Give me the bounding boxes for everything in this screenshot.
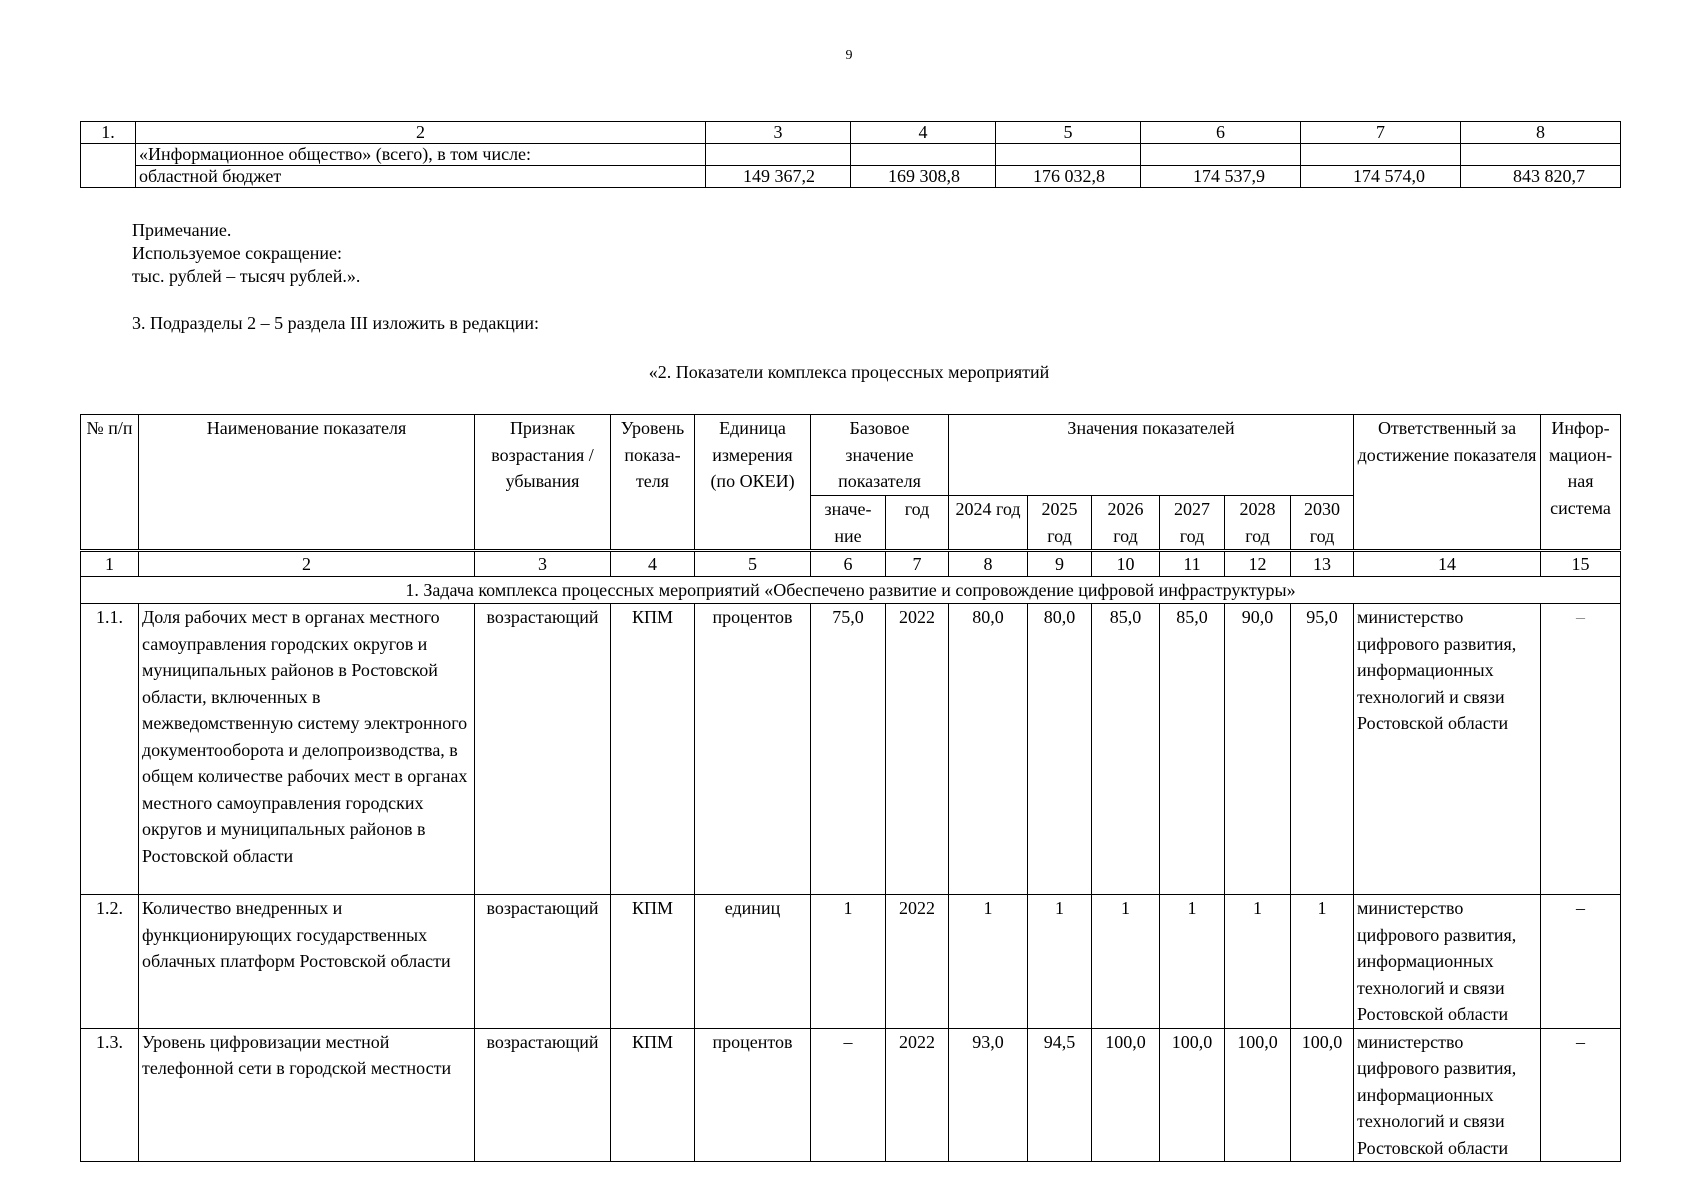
row-base-value: 75,0 [811, 604, 886, 895]
header-name: Наименование показателя [139, 415, 475, 551]
column-number: 15 [1541, 551, 1621, 577]
budget-group-label: «Информационное общество» (всего), в том числе: [136, 144, 706, 166]
row-num: 1.1. [81, 604, 139, 895]
header-num: № п/п [81, 415, 139, 551]
row-num: 1.2. [81, 895, 139, 1029]
table-row [81, 1028, 1621, 1162]
row-value: 1 [1160, 895, 1225, 1029]
table-row [81, 604, 1621, 895]
column-number: 9 [1028, 551, 1092, 577]
header-year: 2030 год [1291, 496, 1354, 551]
budget-value: 843 820,7 [1461, 166, 1621, 188]
note-abbreviation-label: Используемое сокращение: [132, 243, 342, 263]
row-responsible: министерство цифрового развития, информационных технологий и связи Ростовской области [1354, 604, 1541, 895]
row-value: 80,0 [949, 604, 1028, 895]
indicators-table [80, 414, 1621, 1162]
table-row [81, 895, 1621, 1029]
budget-row-label: областной бюджет [136, 166, 706, 188]
budget-header-cell: 2 [136, 122, 706, 144]
header-base: Базовое значение показателя [811, 415, 949, 496]
row-base-value: – [811, 1028, 886, 1162]
row-value: 85,0 [1092, 604, 1160, 895]
row-info-system: – [1541, 1028, 1621, 1162]
budget-value: 169 308,8 [851, 166, 996, 188]
row-base-year: 2022 [886, 895, 949, 1029]
column-number: 4 [611, 551, 695, 577]
row-value: 1 [1225, 895, 1291, 1029]
budget-header-cell: 6 [1141, 122, 1301, 144]
header-values-group: Значения показателей [949, 415, 1354, 496]
row-level: КПМ [611, 895, 695, 1029]
header-info-system: Инфор-мацион-ная система [1541, 415, 1621, 551]
row-value: 100,0 [1092, 1028, 1160, 1162]
section-title: «2. Показатели комплекса процессных мероприятий [648, 362, 1050, 382]
column-number-row [81, 551, 1621, 577]
column-number: 1 [81, 551, 139, 577]
page-number: 9 [845, 48, 853, 63]
column-number: 3 [475, 551, 611, 577]
header-base-year: год [886, 496, 949, 551]
task-title: 1. Задача комплекса процессных мероприятий «Обеспечено развитие и сопровождение цифровой инфраструктуры» [81, 577, 1621, 604]
instruction-text: 3. Подразделы 2 – 5 раздела III изложить в редакции: [132, 313, 539, 333]
budget-value: 174 537,9 [1141, 166, 1301, 188]
row-responsible: министерство цифрового развития, информационных технологий и связи Ростовской области [1354, 1028, 1541, 1162]
row-info-system: – [1541, 895, 1621, 1029]
column-number: 13 [1291, 551, 1354, 577]
row-level: КПМ [611, 604, 695, 895]
budget-header-cell: 4 [851, 122, 996, 144]
row-level: КПМ [611, 1028, 695, 1162]
header-level: Уровень показа-теля [611, 415, 695, 551]
budget-header-row [81, 122, 1621, 144]
budget-group-row [81, 144, 1621, 166]
budget-table [80, 121, 1621, 188]
column-number: 5 [695, 551, 811, 577]
budget-row [81, 166, 1621, 188]
row-value: 90,0 [1225, 604, 1291, 895]
budget-empty-cell [81, 144, 136, 188]
row-responsible: министерство цифрового развития, информационных технологий и связи Ростовской области [1354, 895, 1541, 1029]
column-number: 8 [949, 551, 1028, 577]
header-year: 2027 год [1160, 496, 1225, 551]
row-value: 93,0 [949, 1028, 1028, 1162]
budget-header-cell: 1. [81, 122, 136, 144]
header-year: 2024 год [949, 496, 1028, 551]
row-trend: возрастающий [475, 1028, 611, 1162]
column-number: 12 [1225, 551, 1291, 577]
column-number: 2 [139, 551, 475, 577]
budget-header-cell: 5 [996, 122, 1141, 144]
row-unit: единиц [695, 895, 811, 1029]
row-value: 100,0 [1225, 1028, 1291, 1162]
row-name: Количество внедренных и функционирующих государственных облачных платформ Ростовской области [139, 895, 475, 1029]
budget-value: 174 574,0 [1301, 166, 1461, 188]
row-value: 1 [1291, 895, 1354, 1029]
header-trend: Признак возрастания / убывания [475, 415, 611, 551]
budget-value: 149 367,2 [706, 166, 851, 188]
row-unit: процентов [695, 604, 811, 895]
row-num: 1.3. [81, 1028, 139, 1162]
row-trend: возрастающий [475, 604, 611, 895]
header-year: 2025 год [1028, 496, 1092, 551]
row-value: 100,0 [1291, 1028, 1354, 1162]
row-value: 1 [1028, 895, 1092, 1029]
header-base-value: значе-ние [811, 496, 886, 551]
column-number: 11 [1160, 551, 1225, 577]
budget-header-cell: 3 [706, 122, 851, 144]
budget-header-cell: 7 [1301, 122, 1461, 144]
row-name: Уровень цифровизации местной телефонной сети в городской местности [139, 1028, 475, 1162]
header-responsible: Ответственный за достижение показателя [1354, 415, 1541, 551]
column-number: 10 [1092, 551, 1160, 577]
row-value: 1 [949, 895, 1028, 1029]
budget-header-cell: 8 [1461, 122, 1621, 144]
header-row [81, 415, 1621, 496]
row-value: 100,0 [1160, 1028, 1225, 1162]
row-base-year: 2022 [886, 1028, 949, 1162]
row-base-value: 1 [811, 895, 886, 1029]
column-number: 14 [1354, 551, 1541, 577]
row-value: 85,0 [1160, 604, 1225, 895]
budget-value: 176 032,8 [996, 166, 1141, 188]
row-unit: процентов [695, 1028, 811, 1162]
header-unit: Единица измерения (по ОКЕИ) [695, 415, 811, 551]
task-row [81, 577, 1621, 604]
row-info-system: – [1541, 604, 1621, 895]
row-value: 95,0 [1291, 604, 1354, 895]
note-abbreviation: тыс. рублей – тысяч рублей.». [132, 266, 361, 286]
note-title: Примечание. [132, 220, 232, 240]
header-year: 2028 год [1225, 496, 1291, 551]
column-number: 6 [811, 551, 886, 577]
row-value: 80,0 [1028, 604, 1092, 895]
row-value: 94,5 [1028, 1028, 1092, 1162]
row-base-year: 2022 [886, 604, 949, 895]
row-value: 1 [1092, 895, 1160, 1029]
row-trend: возрастающий [475, 895, 611, 1029]
header-year: 2026 год [1092, 496, 1160, 551]
column-number: 7 [886, 551, 949, 577]
row-name: Доля рабочих мест в органах местного самоуправления городских округов и муниципальных районов в Ростовской области, включенных в межведомственную систему электронного документооборота и делопроизводства, в общем количестве рабочих мест в органах местного самоуправления городских округов и муниципальных районов в Ростовской области [139, 604, 475, 895]
